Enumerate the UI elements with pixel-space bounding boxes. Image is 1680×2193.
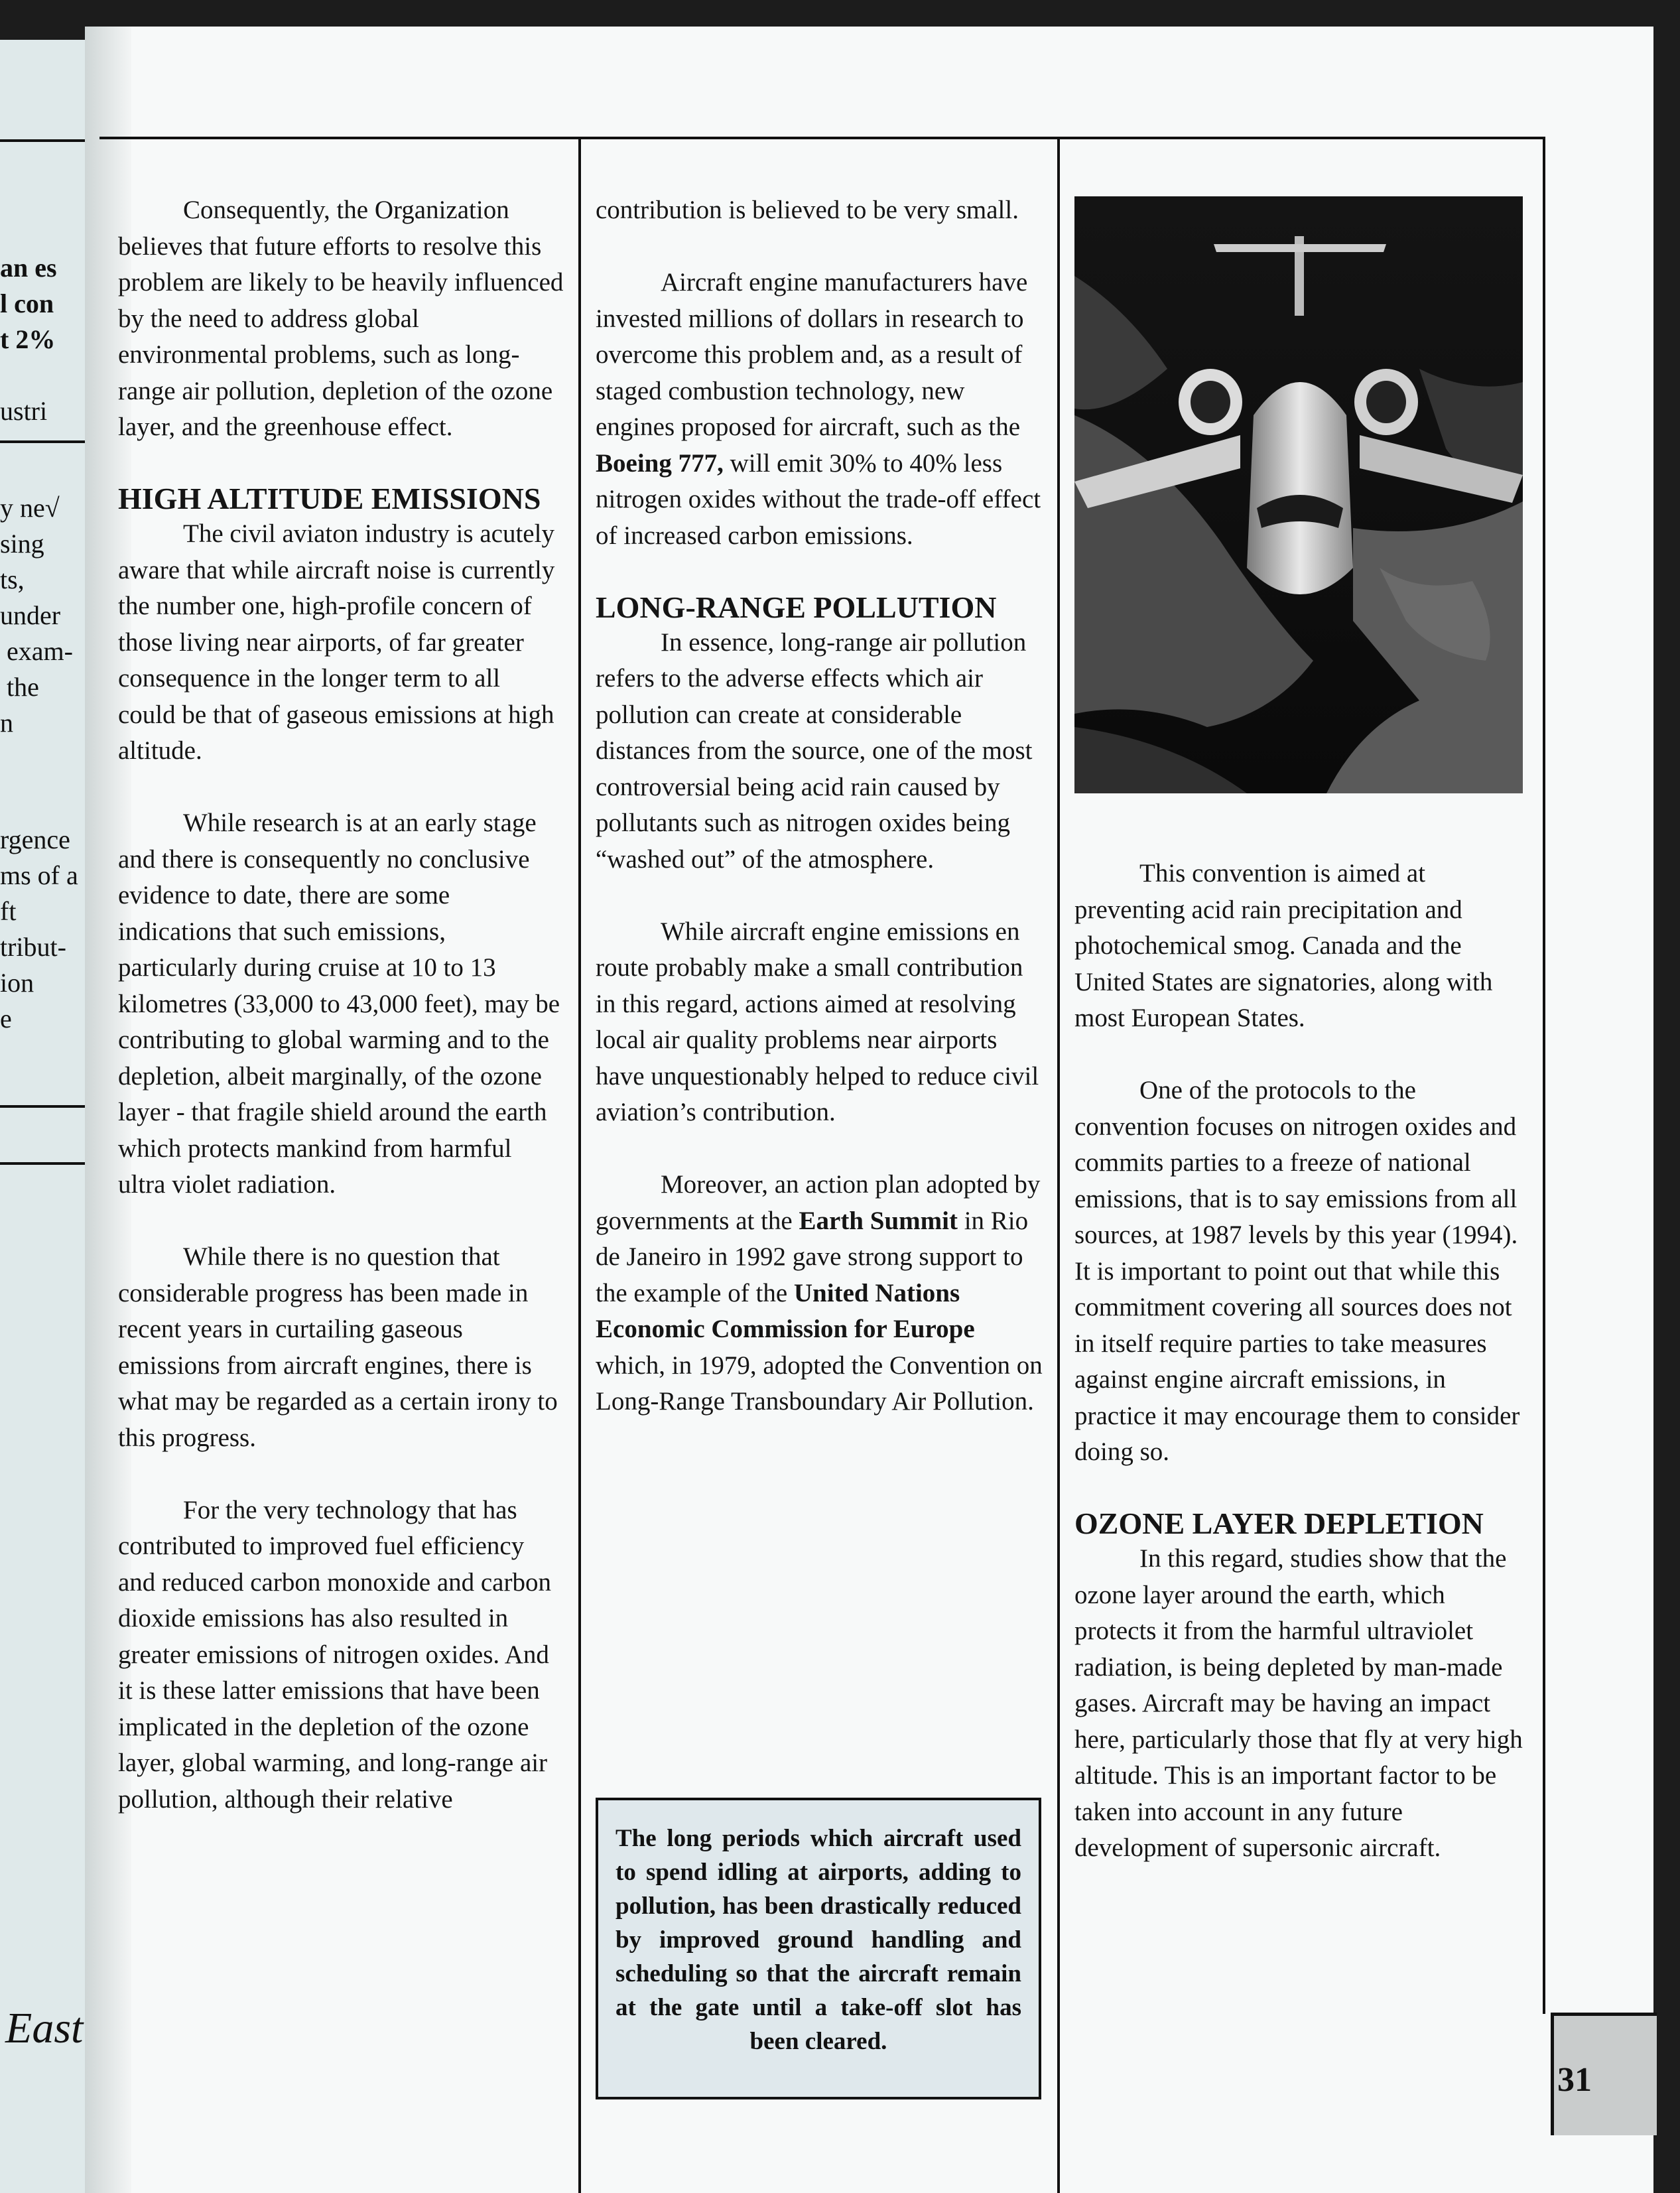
paragraph: In this regard, studies show that the ozone layer around the earth, which protects it from the harmful ultraviolet radiation, is being depleted by man-made gases. Aircraft may be having an impact here, particularly those that fly at very high altitude. This is an important factor to be taken into account in any future development of supersonic aircraft. (1074, 1544, 1523, 1862)
paragraph: contribution is believed to be very small. (596, 196, 1019, 224)
prev-footer-word: East (5, 2004, 84, 2052)
text: which, in 1979, adopted the Convention on Long-Range Transboundary Air Pollution. (596, 1351, 1043, 1416)
text: will emit 30% to 40% less nitrogen oxides without the trade-off effect of increased carbon emissions. (596, 448, 1041, 550)
bold-text: Earth Summit (799, 1206, 958, 1235)
prev-fragment: ft (0, 896, 17, 926)
text: Moreover, an action plan adopted by governments at the (596, 1170, 1041, 1235)
prev-fragment: ustri (0, 396, 48, 426)
column-3 (1074, 856, 1532, 1867)
prev-fragment: y ne√ (0, 493, 60, 523)
bold-text: United Nations Economic Commission for Europe (596, 1278, 975, 1343)
prev-fragment: ms of a (0, 860, 78, 890)
jet-image (1074, 196, 1523, 793)
divider (0, 139, 86, 142)
page-number: 31 (1557, 2061, 1592, 2099)
prev-fragment: rgence (0, 825, 70, 854)
prev-fragment: ts, (0, 565, 25, 594)
prev-fragment: n (0, 708, 13, 738)
column-1 (118, 192, 564, 1818)
paragraph (596, 1167, 1044, 1420)
top-rule (99, 137, 1545, 139)
text: Aircraft engine manufacturers have invested millions of dollars in research to overcome this problem and, as a result of staged combustion technology, new engines proposed for aircraft, such as the (596, 268, 1028, 441)
paragraph: While aircraft engine emissions en route probably make a small contribution in this regard, actions aimed at resolving local air quality problems near airports have unquestionably helped to reduce civil aviation’s contribution. (596, 917, 1039, 1126)
paragraph: The civil aviaton industry is acutely aware that while aircraft noise is currently the number one, high-profile concern of those living near airports, of far greater consequence in the longer term to all could be that of gaseous emissions at high altitude. (118, 519, 555, 765)
pull-quote: The long periods which aircraft used to spend idling at airports, adding to pollution, has been drastically reduced by improved ground handling and scheduling so that the aircraft remain at the gate until a take-off slot has been cleared. (615, 1825, 1021, 2055)
column-2 (596, 192, 1044, 1420)
prev-fragment: an es (0, 253, 57, 283)
prev-fragment: e (0, 1004, 12, 1033)
prev-fragment: l con (0, 289, 54, 318)
paragraph: One of the protocols to the convention focuses on nitrogen oxides and commits parties to a freeze of national emissions, that is to say emissions from all sources, at 1987 levels by this year (1994). It is important to point out that while this commitment covering all sources does not in itself require parties to take measures against engine aircraft emissions, in practice it may encourage them to consider doing so. (1074, 1076, 1520, 1466)
section-heading: OZONE LAYER DEPLETION (1074, 1506, 1484, 1540)
prev-fragment: t 2% (0, 324, 56, 354)
pull-quote-box (596, 1798, 1041, 2099)
column-rule (1057, 137, 1060, 2193)
previous-page-edge (0, 40, 86, 2193)
text: in Rio de Janeiro in 1992 gave strong support to the example of the (596, 1206, 1029, 1307)
prev-fragment: under (0, 600, 61, 630)
paragraph (596, 265, 1044, 554)
prev-fragment: exam- (0, 636, 73, 666)
divider (0, 440, 86, 443)
section-heading: LONG-RANGE POLLUTION (596, 590, 997, 624)
column-rule (578, 137, 581, 2193)
prev-fragment: the (0, 672, 39, 702)
prev-fragment: ion (0, 968, 34, 998)
paragraph: While research is at an early stage and there is consequently no conclusive evidence to date, there are some indications that such emissions, particularly during cruise at 10 to 13 kilometres (33,000 to 43,000 feet), may be contributing to global warming and to the depletion, albeit marginally, of the ozone layer - that fragile shield around the earth which protects mankind from harmful ultra violet radiation. (118, 809, 560, 1199)
aircraft-photo (1074, 196, 1523, 793)
divider (0, 1105, 86, 1108)
paragraph: While there is no question that considerable progress has been made in recent years in curtailing gaseous emissions from aircraft engines, there is what may be regarded as a certain irony to this progress. (118, 1242, 558, 1452)
divider (0, 1162, 86, 1165)
bold-text: Boeing 777, (596, 448, 724, 478)
right-rule (1543, 137, 1545, 2014)
paragraph: This convention is aimed at preventing acid rain precipitation and photochemical smog. Canada and the United States are signatories, along with most European States. (1074, 859, 1493, 1032)
paragraph: In essence, long-range air pollution refers to the adverse effects which air pollution can create at considerable distances from the source, one of the most controversial being acid rain caused by pollutants such as nitrogen oxides being “washed out” of the atmosphere. (596, 628, 1033, 874)
section-heading: HIGH ALTITUDE EMISSIONS (118, 482, 541, 515)
paragraph: For the very technology that has contributed to improved fuel efficiency and reduced carbon monoxide and carbon dioxide emissions has also resulted in greater emissions of nitrogen oxides. And it is these latter emissions that have been implicated in the depletion of the ozone layer, global warming, and long-range air pollution, although their relative (118, 1495, 551, 1814)
prev-fragment: sing (0, 529, 44, 559)
paragraph: Consequently, the Organization believes that future efforts to resolve this problem are likely to be heavily influenced by the need to address global environmental problems, such as long-range air pollution, depletion of the ozone layer, and the greenhouse effect. (118, 196, 564, 441)
prev-fragment: tribut- (0, 932, 66, 962)
